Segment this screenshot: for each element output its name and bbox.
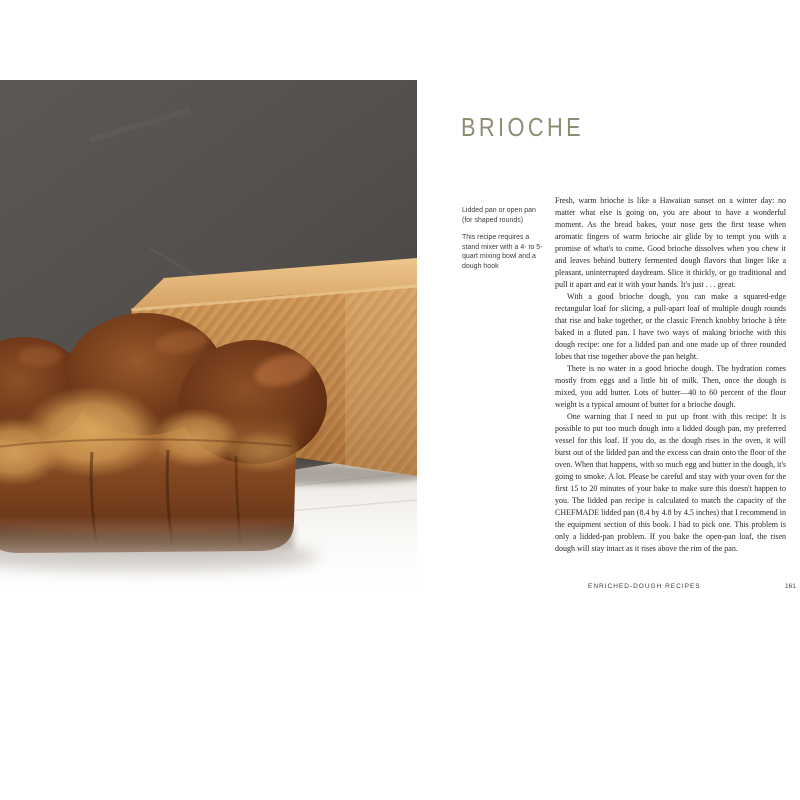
brioche-photo [0,80,417,600]
body-paragraph-1: Fresh, warm brioche is like a Hawaiian sunset on a winter day: no matter what else is going on, you are about to have a wonderful moment. As the bread bakes, your nose gets the first tease when aromatic fingers of warm brioche air glide by to tempt you with a promise of what's to come. Good brioche dissolves when you chew it and leaves behind buttery fermented dough flavors that linger like a pleasant, uninterrupted daydream. Slice it thickly, or go traditional and pull it apart and eat it with your hands. It's just . . . great. [555,196,786,289]
body-paragraph-2: With a good brioche dough, you can make a squared-edge rectangular loaf for slicing, a pull-apart loaf of multiple dough rounds that rise and bake together, or the classic French knobby brioche à tête baked in a fluted pan. I have two ways of making brioche with this dough recipe: one for a lidded pan and one made up of three rounded lobes that rise together above the pan height. [555,292,786,361]
footer-section-label: ENRICHED-DOUGH RECIPES [588,583,701,590]
recipe-sidebar [462,206,548,279]
sidebar-note-equipment: This recipe requires a stand mixer with a 4- to 5-quart mixing bowl and a dough hook [462,234,543,270]
brioche-photo-illustration [0,80,417,600]
body-text-column [555,195,786,555]
footer-page-number: 161 [785,583,796,590]
body-paragraph-4: One warning that I need to put up front with this recipe: It is possible to put too much dough into a lidded dough pan, my preferred vessel for this loaf. If you do, as the dough rises in the oven, it will burst out of the lidded pan and the excess can drain onto the floor of the oven. When that happens, with so much egg and butter in the dough, it's going to smoke. A lot. Please be careful and stay with your oven for the first 15 to 20 minutes of your bake to make sure this doesn't happen to you. The lidded pan recipe is calculated to match the capacity of the CHEFMADE lidded pan (8.4 by 4.8 by 4.5 inches) that I recommend in the equipment section of this book. I had to pick one. This problem is only a lidded-pan problem. If you bake the open-pan loaf, the risen dough will stay intact as it rises above the rim of the pan. [555,412,786,553]
page-title: BRIOCHE [461,112,585,142]
body-paragraph-3: There is no water in a good brioche dough. The hydration comes mostly from eggs and a little bit of milk. Then, once the dough is mixed, you add butter. Lots of butter—40 to 60 percent of the flour weight is a typical amount of butter for a brioche dough. [555,364,786,409]
sidebar-note-pan: Lidded pan or open pan (for shaped rounds) [462,207,536,224]
